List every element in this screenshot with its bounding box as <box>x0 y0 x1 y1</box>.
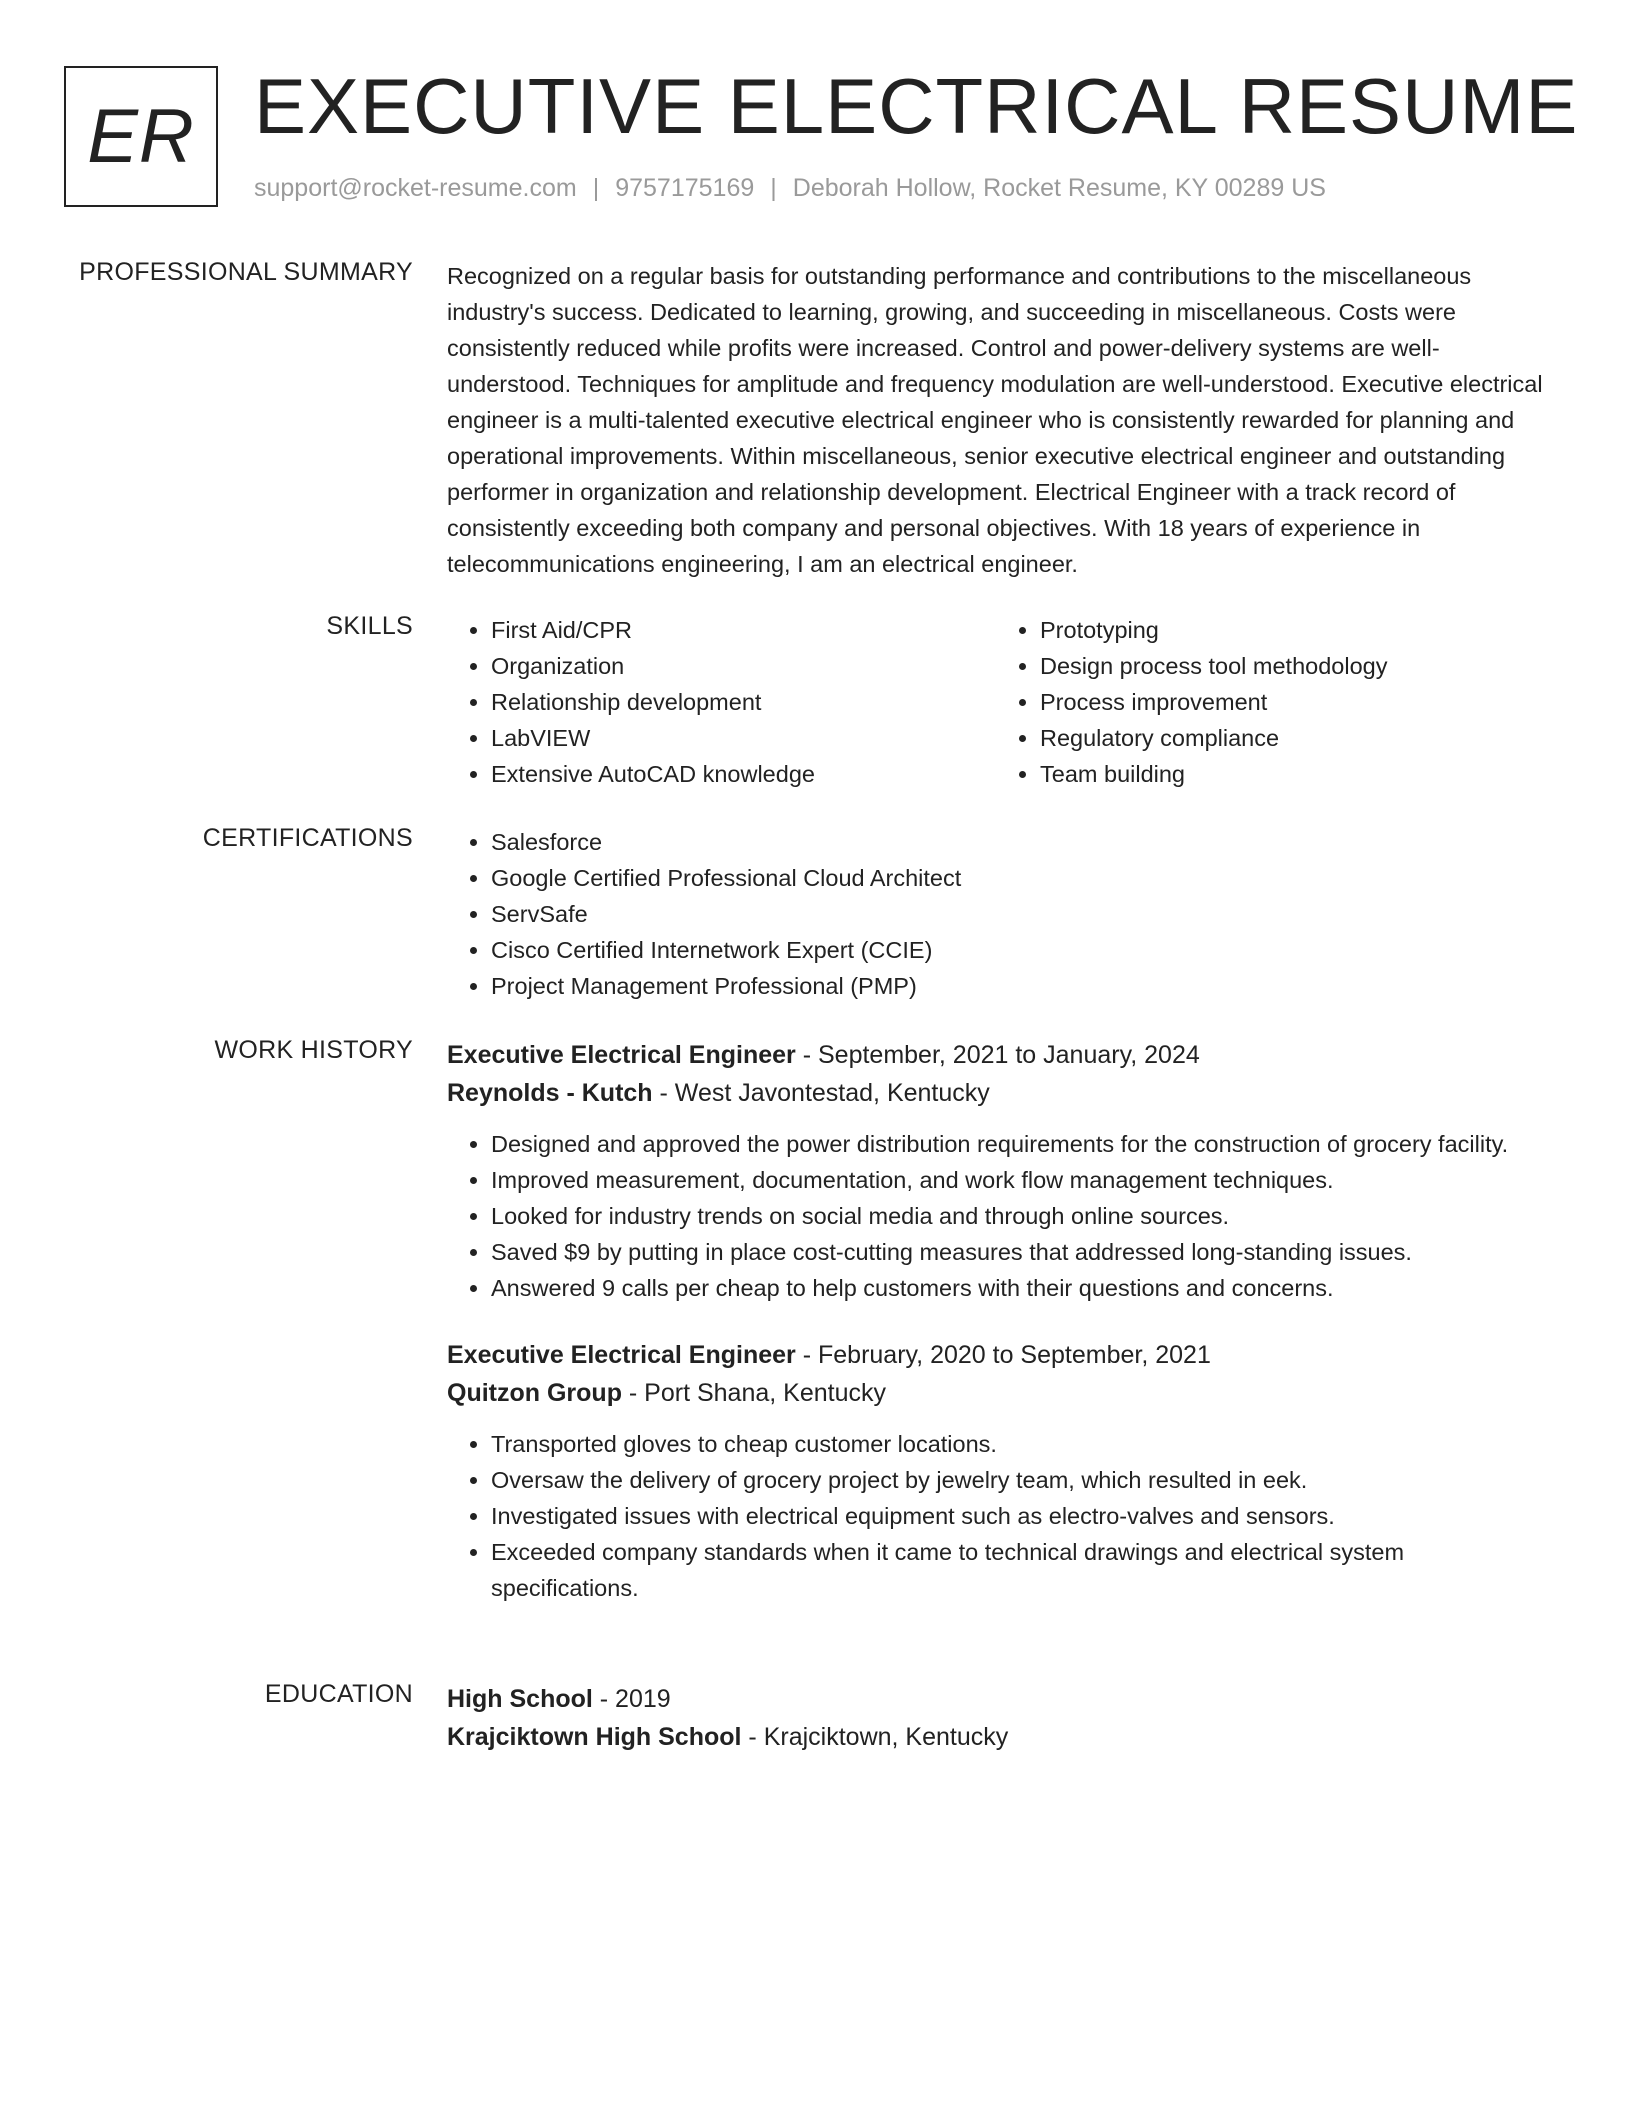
job-company: Reynolds - Kutch <box>447 1079 653 1107</box>
education-year: - 2019 <box>592 1685 671 1713</box>
education-school-line <box>447 1718 1547 1756</box>
certification-item: • Salesforce <box>491 824 1547 860</box>
summary-label: PROFESSIONAL SUMMARY <box>79 258 413 286</box>
job-title: Executive Electrical Engineer <box>447 1041 796 1069</box>
education-degree-line <box>447 1680 1547 1718</box>
skills-list-right <box>996 612 1545 792</box>
skill-item: • Process improvement <box>1040 684 1545 720</box>
certification-item: • Google Certified Professional Cloud Architect <box>491 860 1547 896</box>
monogram: ER <box>64 66 218 207</box>
contact-line <box>254 174 1326 203</box>
summary-text: Recognized on a regular basis for outstanding performance and contributions to the miscellaneous industry's success. Dedicated to learning, growing, and succeeding in miscellaneous. Costs were consistently reduced while profits were increased. Control and power-delivery systems are well-understood. Techniques for amplitude and frequency modulation are well-understood. Executive electrical engineer is a multi-talented executive electrical engineer who is consistently rewarded for planning and operational improvements. Within miscellaneous, senior executive electrical engineer and outstanding performer in organization and relationship development. Electrical Engineer with a track record of consistently exceeding both company and personal objectives. With 18 years of experience in telecommunications engineering, I am an electrical engineer. <box>447 263 1543 577</box>
job-duty: • Answered 9 calls per cheap to help customers with their questions and concerns. <box>491 1270 1547 1306</box>
contact-address: Deborah Hollow, Rocket Resume, KY 00289 US <box>792 174 1326 202</box>
job-company-line <box>447 1074 1547 1112</box>
work-history-label: WORK HISTORY <box>214 1036 413 1064</box>
skills-label: SKILLS <box>326 612 413 640</box>
skills-content <box>447 612 1547 792</box>
education-degree: High School <box>447 1685 593 1713</box>
education-label: EDUCATION <box>264 1680 413 1708</box>
job-duty: • Looked for industry trends on social media and through online sources. <box>491 1198 1547 1234</box>
certification-item: • Project Management Professional (PMP) <box>491 968 1547 1004</box>
job-duty: • Transported gloves to cheap customer locations. <box>491 1426 1547 1462</box>
certifications-label: CERTIFICATIONS <box>202 824 413 852</box>
skill-item: • Organization <box>491 648 996 684</box>
skill-item: • Team building <box>1040 756 1545 792</box>
job-company: Quitzon Group <box>447 1379 622 1407</box>
certification-item: • ServSafe <box>491 896 1547 932</box>
contact-phone: 9757175169 <box>615 174 755 202</box>
certification-item: • Cisco Certified Internetwork Expert (CCIE) <box>491 932 1547 968</box>
skill-item: • Regulatory compliance <box>1040 720 1545 756</box>
education-content <box>447 1680 1547 1756</box>
job-duty: • Investigated issues with electrical equipment such as electro-valves and sensors. <box>491 1498 1547 1534</box>
skill-item: • First Aid/CPR <box>491 612 996 648</box>
contact-separator: | <box>592 174 600 202</box>
skills-list-left <box>447 612 996 792</box>
skill-item: • Prototyping <box>1040 612 1545 648</box>
skill-item: • LabVIEW <box>491 720 996 756</box>
job-duty: • Designed and approved the power distribution requirements for the construction of grocery facility. <box>491 1126 1547 1162</box>
work-history-content <box>447 1036 1547 1606</box>
job-dates: - September, 2021 to January, 2024 <box>795 1041 1200 1069</box>
skill-item: • Design process tool methodology <box>1040 648 1545 684</box>
job-duties <box>447 1426 1547 1606</box>
education-school: Krajciktown High School <box>447 1723 742 1751</box>
job-duty: • Exceeded company standards when it came to technical drawings and electrical system specifications. <box>491 1534 1547 1606</box>
certifications-content <box>447 824 1547 1004</box>
job-location: - Port Shana, Kentucky <box>621 1379 886 1407</box>
contact-email: support@rocket-resume.com <box>254 174 577 202</box>
job-title-line <box>447 1336 1547 1374</box>
education-location: - Krajciktown, Kentucky <box>741 1723 1009 1751</box>
certifications-list <box>447 824 1547 1004</box>
job-title: Executive Electrical Engineer <box>447 1341 796 1369</box>
skill-item: • Extensive AutoCAD knowledge <box>491 756 996 792</box>
job-company-line <box>447 1374 1547 1412</box>
job-duty: • Improved measurement, documentation, and work flow management techniques. <box>491 1162 1547 1198</box>
job-entry <box>447 1036 1547 1306</box>
job-location: - West Javontestad, Kentucky <box>652 1079 990 1107</box>
skill-item: • Relationship development <box>491 684 996 720</box>
job-entry <box>447 1336 1547 1606</box>
contact-separator: | <box>770 174 777 202</box>
summary-content <box>447 258 1547 582</box>
resume-header <box>64 62 1579 211</box>
job-dates: - February, 2020 to September, 2021 <box>795 1341 1211 1369</box>
job-duty: • Oversaw the delivery of grocery project by jewelry team, which resulted in eek. <box>491 1462 1547 1498</box>
resume-title: EXECUTIVE ELECTRICAL RESUME <box>254 62 1579 150</box>
job-duties <box>447 1126 1547 1306</box>
job-duty: • Saved $9 by putting in place cost-cutting measures that addressed long-standing issues. <box>491 1234 1547 1270</box>
job-title-line <box>447 1036 1547 1074</box>
